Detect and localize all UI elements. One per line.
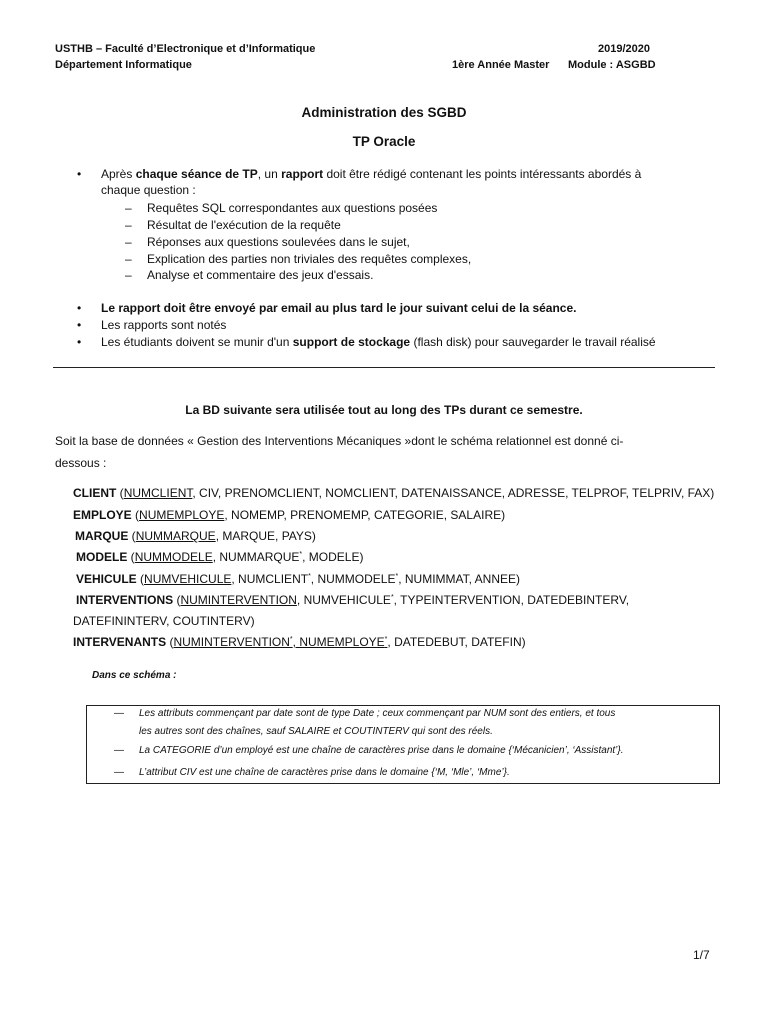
instruction-3: Les rapports sont notés xyxy=(101,318,227,332)
header-department: Département Informatique xyxy=(55,59,192,71)
instruction-4: Les étudiants doivent se munir d'un support de stockage (flash disk) pour sauvegarder le travail réalisé xyxy=(101,335,656,349)
intro-line-1: Soit la base de données « Gestion des Interventions Mécaniques »dont le schéma relationnel est donné ci- xyxy=(55,434,624,448)
note-2: La CATEGORIE d’un employé est une chaîne de caractères prise dans le domaine {‘Mécanicien’, ‘Assistant’}. xyxy=(139,745,624,756)
dash-icon: — xyxy=(114,767,124,778)
instruction-1: Après chaque séance de TP, un rapport doit être rédigé contenant les points intéressants abordés à xyxy=(101,167,642,181)
foreign-key-mark: * xyxy=(289,636,293,643)
bullet-icon: • xyxy=(77,335,82,349)
bd-heading: La BD suivante sera utilisée tout au long des TPs durant ce semestre. xyxy=(185,403,583,417)
schema-interventions: INTERVENTIONS (NUMINTERVENTION, NUMVEHICULE*, TYPEINTERVENTION, DATEDEBINTERV, xyxy=(76,593,630,607)
dash-icon: – xyxy=(125,252,132,266)
foreign-key-mark: * xyxy=(308,573,311,580)
sub-item: Analyse et commentaire des jeux d'essais. xyxy=(147,268,374,282)
primary-key: NUMCLIENT xyxy=(123,486,193,500)
schema-vehicule: VEHICULE (NUMVEHICULE, NUMCLIENT*, NUMMODELE*, NUMIMMAT, ANNEE) xyxy=(76,572,520,586)
primary-key: NUMMODELE xyxy=(134,550,213,564)
horizontal-divider xyxy=(53,367,715,368)
note-1: Les attributs commençant par date sont de type Date ; ceux commençant par NUM sont des entiers, et tous xyxy=(139,708,616,719)
primary-key: NUMEMPLOYE xyxy=(139,508,225,522)
primary-key: NUMINTERVENTION*, NUMEMPLOYE* xyxy=(173,635,388,649)
foreign-key-mark: * xyxy=(299,551,303,558)
primary-key: NUMMARQUE xyxy=(135,529,216,543)
note-1-cont: les autres sont des chaînes, sauf SALAIRE et COUTINTERV qui sont des réels. xyxy=(139,726,493,737)
dash-icon: — xyxy=(114,745,124,756)
header-level: 1ère Année Master xyxy=(452,59,550,71)
instruction-2: Le rapport doit être envoyé par email au plus tard le jour suivant celui de la séance. xyxy=(101,301,577,315)
schema-intervenants: INTERVENANTS (NUMINTERVENTION*, NUMEMPLOYE*, DATEDEBUT, DATEFIN) xyxy=(73,635,526,649)
schema-client: CLIENT (NUMCLIENT, CIV, PRENOMCLIENT, NOMCLIENT, DATENAISSANCE, ADRESSE, TELPROF, TELPRIV, FAX) xyxy=(73,486,715,500)
bullet-icon: • xyxy=(77,167,82,181)
page-subtitle: TP Oracle xyxy=(352,134,416,149)
primary-key: NUMVEHICULE xyxy=(144,572,232,586)
sub-item: Réponses aux questions soulevées dans le sujet, xyxy=(147,235,410,249)
schema-modele: MODELE (NUMMODELE, NUMMARQUE*, MODELE) xyxy=(76,550,364,564)
dash-icon: – xyxy=(125,218,132,232)
bullet-icon: • xyxy=(77,301,82,315)
dash-icon: — xyxy=(114,708,124,719)
sub-item: Résultat de l'exécution de la requête xyxy=(147,218,341,232)
dash-icon: – xyxy=(125,268,132,282)
header-module: Module : ASGBD xyxy=(568,59,656,71)
instruction-1-cont: chaque question : xyxy=(101,183,196,197)
header-university: USTHB – Faculté d’Electronique et d’Informatique xyxy=(55,43,316,55)
intro-line-2: dessous : xyxy=(55,456,107,470)
sub-item: Explication des parties non triviales des requêtes complexes, xyxy=(147,252,472,266)
page-number: 1/7 xyxy=(693,948,710,962)
dash-icon: – xyxy=(125,201,132,215)
primary-key: NUMINTERVENTION xyxy=(180,593,297,607)
foreign-key-mark: * xyxy=(390,594,394,601)
notes-title: Dans ce schéma : xyxy=(92,670,177,681)
dash-icon: – xyxy=(125,235,132,249)
schema-marque: MARQUE (NUMMARQUE, MARQUE, PAYS) xyxy=(75,529,316,543)
foreign-key-mark: * xyxy=(395,573,399,580)
page-title: Administration des SGBD xyxy=(301,105,467,120)
header-year: 2019/2020 xyxy=(598,43,650,55)
foreign-key-mark: * xyxy=(384,636,388,643)
sub-item: Requêtes SQL correspondantes aux questions posées xyxy=(147,201,438,215)
schema-interventions-cont: DATEFININTERV, COUTINTERV) xyxy=(73,614,255,628)
note-3: L’attribut CIV est une chaîne de caractères prise dans le domaine {‘M, ‘Mle’, ‘Mme’}. xyxy=(139,767,510,778)
schema-employe: EMPLOYE (NUMEMPLOYE, NOMEMP, PRENOMEMP, CATEGORIE, SALAIRE) xyxy=(73,508,506,522)
bullet-icon: • xyxy=(77,318,82,332)
